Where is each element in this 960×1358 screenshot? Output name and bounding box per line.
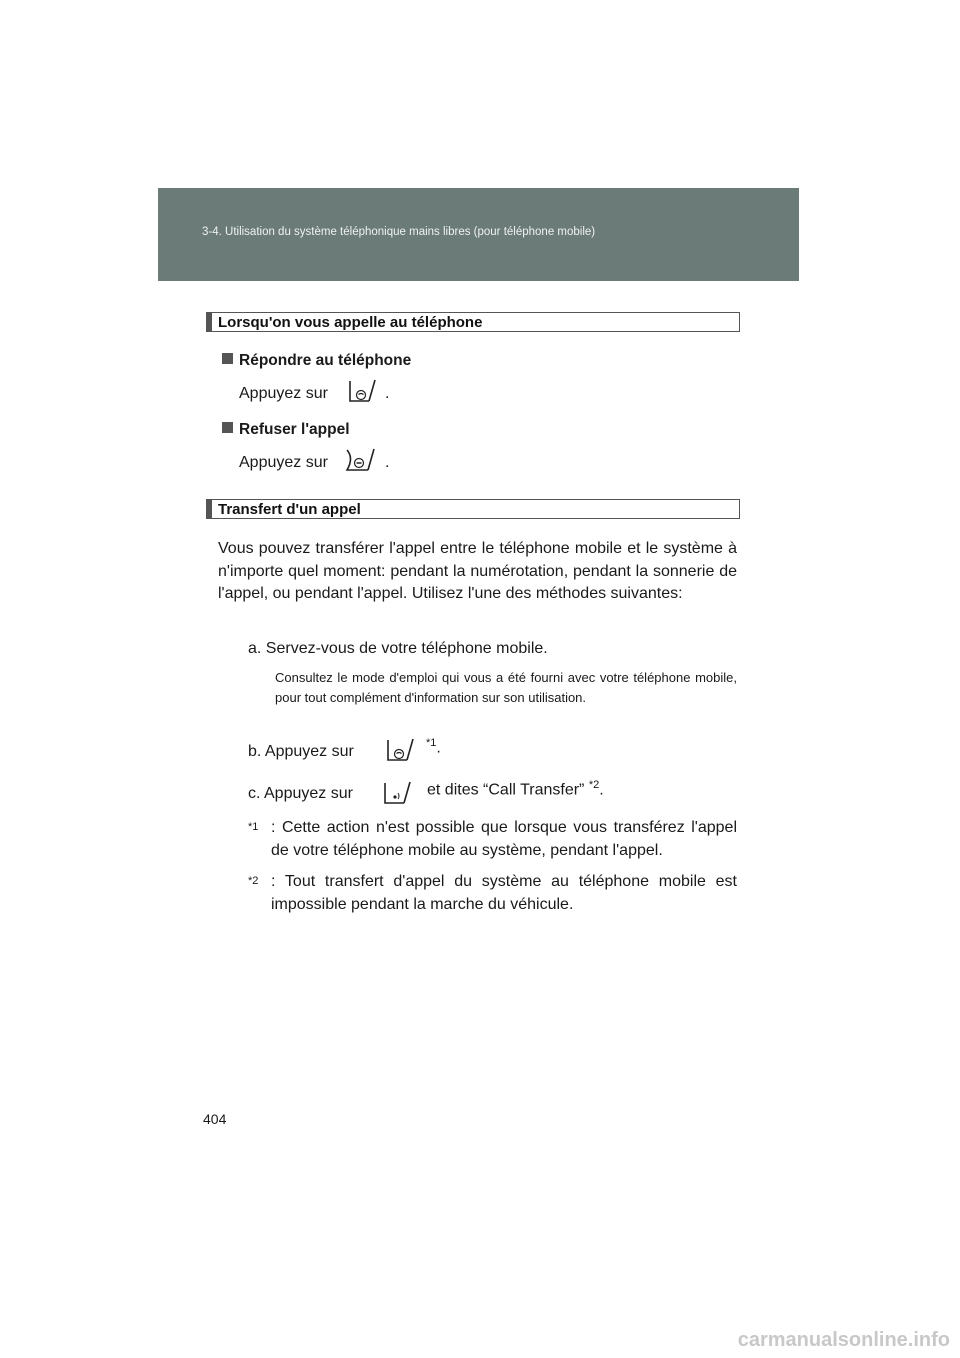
transfer-intro: Vous pouvez transférer l'appel entre le téléphone mobile et le système à n'importe quel moment: pendant la numérotation, pendant la sonnerie de l'appel, ou pendant l'appel. Utilisez l'une des méthodes suivantes: bbox=[218, 540, 737, 602]
step-b-footnote-ref: $^{*1}$. bbox=[426, 737, 441, 757]
phone-off-hook-icon bbox=[385, 736, 415, 766]
section-title: Transfert d'un appel bbox=[218, 501, 361, 518]
decline-instruction: Appuyez sur bbox=[239, 454, 328, 471]
footnote-1: *1 : Cette action n'est possible que lorsque vous transférez l'appel de votre téléphone mobile au système, pendant l'appel. bbox=[248, 819, 737, 859]
phone-on-hook-icon bbox=[344, 446, 376, 476]
page-number: 404 bbox=[203, 1111, 227, 1127]
bullet-square bbox=[222, 422, 233, 433]
watermark: carmanualsonline.info bbox=[737, 1329, 950, 1351]
step-b: b. Appuyez sur bbox=[248, 743, 354, 760]
talk-switch-icon bbox=[382, 779, 412, 809]
decline-heading: Refuser l'appel bbox=[222, 421, 350, 439]
section-heading-transfer bbox=[206, 499, 740, 519]
step-c: c. Appuyez sur bbox=[248, 785, 353, 802]
section-heading-incoming bbox=[206, 312, 740, 332]
chapter-header-band bbox=[158, 188, 799, 281]
answer-heading: Répondre au téléphone bbox=[222, 352, 411, 370]
footnote-2: *2 : Tout transfert d'appel du système au téléphone mobile est impossible pendant la marche du véhicule. bbox=[248, 873, 737, 913]
step-a: a. Servez-vous de votre téléphone mobile. bbox=[248, 640, 548, 657]
section-title: Lorsqu'on vous appelle au téléphone bbox=[218, 314, 483, 331]
chapter-title: 3-4. Utilisation du système téléphonique mains libres (pour téléphone mobile) bbox=[202, 226, 596, 238]
step-a-note: Consultez le mode d'emploi qui vous a été fourni avec votre téléphone mobile, pour tout complément d'information sur son utilisation. bbox=[275, 670, 737, 705]
answer-instruction: Appuyez sur bbox=[239, 385, 328, 402]
bullet-square bbox=[222, 353, 233, 364]
phone-off-hook-icon bbox=[347, 377, 377, 407]
step-c-text: et dites “Call Transfer” $^{*2}$. bbox=[427, 779, 604, 799]
